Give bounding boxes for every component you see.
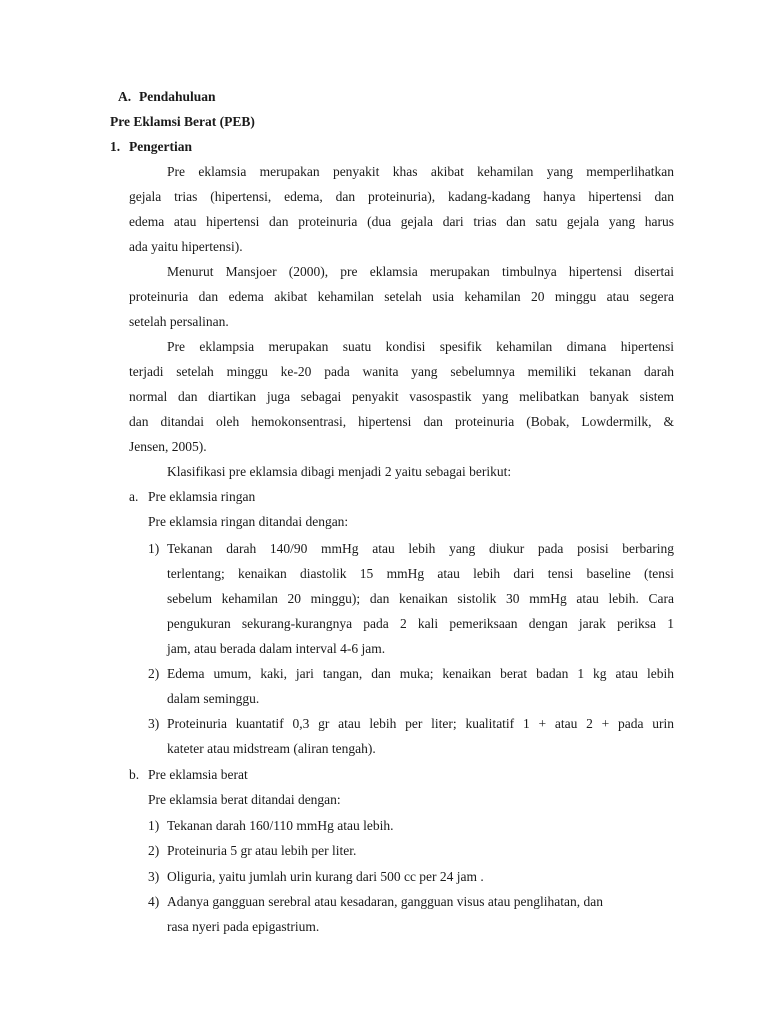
para1-line: edema atau hipertensi dan proteinuria (dua gejala dari trias dan satu gejala yang harus xyxy=(129,214,674,229)
section-heading: Pendahuluan xyxy=(139,89,216,104)
para3-line: terjadi setelah minggu ke-20 pada wanita yang sebelumnya memiliki tekanan darah xyxy=(129,364,674,379)
berat-item-2-marker: 2) xyxy=(148,843,160,858)
para1-line: ada yaitu hipertensi). xyxy=(129,239,243,254)
berat-intro: Pre eklamsia berat ditandai dengan: xyxy=(148,792,341,807)
berat-item-3-line: Oliguria, yaitu jumlah urin kurang dari 500 cc per 24 jam . xyxy=(167,869,484,884)
para3-line: Pre eklampsia merupakan suatu kondisi spesifik kehamilan dimana hipertensi xyxy=(167,339,674,354)
para1-line: gejala trias (hipertensi, edema, dan proteinuria), kadang-kadang hanya hipertensi dan xyxy=(129,189,674,204)
berat-item-1-line: Tekanan darah 160/110 mmHg atau lebih. xyxy=(167,818,394,833)
section-heading-marker: A. xyxy=(118,89,132,104)
ringan-item-3-marker: 3) xyxy=(148,716,160,731)
berat-item-1-marker: 1) xyxy=(148,818,160,833)
list-marker-a: a. xyxy=(129,489,139,504)
subsection-marker: 1. xyxy=(110,139,121,154)
para2-line: Menurut Mansjoer (2000), pre eklamsia merupakan timbulnya hipertensi disertai xyxy=(167,264,674,279)
berat-item-2-line: Proteinuria 5 gr atau lebih per liter. xyxy=(167,843,357,858)
ringan-title: Pre eklamsia ringan xyxy=(148,489,256,504)
para3-line: dan ditandai oleh hemokonsentrasi, hipertensi dan proteinuria (Bobak, Lowdermilk, & xyxy=(129,414,674,429)
para3-line: normal dan diartikan juga sebagai penyakit vasospastik yang melibatkan banyak sistem xyxy=(129,389,674,404)
ringan-item-1-line: sebelum kehamilan 20 minggu); dan kenaikan sistolik 30 mmHg atau lebih. Cara xyxy=(167,591,674,606)
ringan-item-1-line: pengukuran sekurang-kurangnya pada 2 kali pemeriksaan dengan jarak periksa 1 xyxy=(167,616,674,631)
berat-title: Pre eklamsia berat xyxy=(148,767,248,782)
list-marker-b: b. xyxy=(129,767,140,782)
berat-item-4-line: Adanya gangguan serebral atau kesadaran, gangguan visus atau penglihatan, dan xyxy=(167,894,603,909)
ringan-item-1-line: terlentang; kenaikan diastolik 15 mmHg atau lebih dari tensi baseline (tensi xyxy=(167,566,674,581)
ringan-item-2-marker: 2) xyxy=(148,666,160,681)
ringan-intro: Pre eklamsia ringan ditandai dengan: xyxy=(148,514,349,529)
para4-line: Klasifikasi pre eklamsia dibagi menjadi 2 yaitu sebagai berikut: xyxy=(167,464,512,479)
berat-item-3-marker: 3) xyxy=(148,869,160,884)
ringan-item-1-line: jam, atau berada dalam interval 4-6 jam. xyxy=(167,641,386,656)
ringan-item-1-line: Tekanan darah 140/90 mmHg atau lebih yang diukur pada posisi berbaring xyxy=(167,541,674,556)
para3-line: Jensen, 2005). xyxy=(129,439,207,454)
ringan-item-2-line: dalam seminggu. xyxy=(167,691,260,706)
doc-title: Pre Eklamsi Berat (PEB) xyxy=(110,114,255,129)
subsection-title: Pengertian xyxy=(129,139,192,154)
berat-item-4-line: rasa nyeri pada epigastrium. xyxy=(167,919,320,934)
ringan-item-2-line: Edema umum, kaki, jari tangan, dan muka; kenaikan berat badan 1 kg atau lebih xyxy=(167,666,674,681)
para2-line: proteinuria dan edema akibat kehamilan setelah usia kehamilan 20 minggu atau segera xyxy=(129,289,674,304)
ringan-item-3-line: Proteinuria kuantatif 0,3 gr atau lebih per liter; kualitatif 1 + atau 2 + pada urin xyxy=(167,716,674,731)
berat-item-4-marker: 4) xyxy=(148,894,160,909)
para2-line: setelah persalinan. xyxy=(129,314,229,329)
ringan-item-3-line: kateter atau midstream (aliran tengah). xyxy=(167,741,376,756)
ringan-item-1-marker: 1) xyxy=(148,541,160,556)
para1-line: Pre eklamsia merupakan penyakit khas akibat kehamilan yang memperlihatkan xyxy=(167,164,674,179)
